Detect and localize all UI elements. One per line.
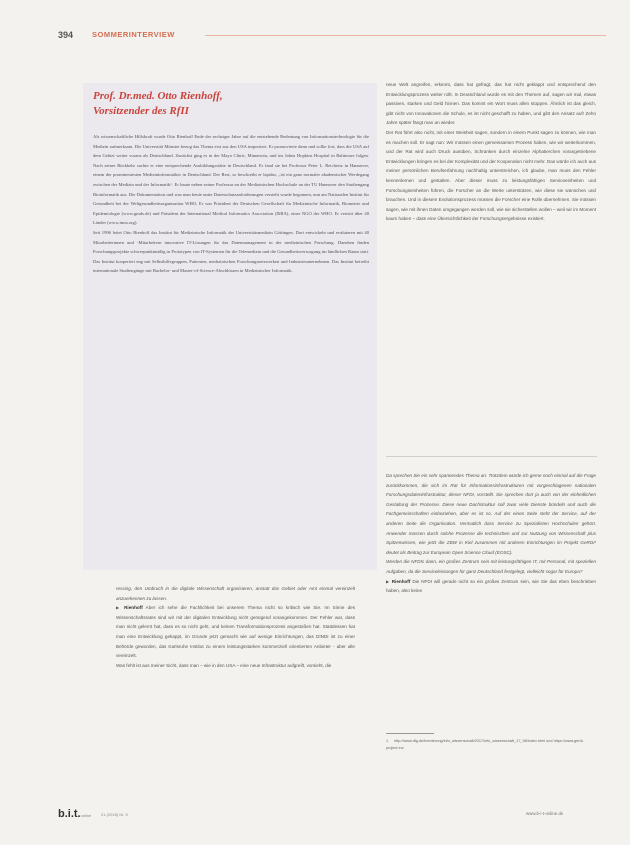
bio-title-line1: Prof. Dr.med. Otto Rienhoff, [93,90,223,102]
bio-paragraph: Als wissenschaftliche Hilfskraft wurde Otto Rienhoff Ende der sechziger Jahre auf die entstehende Bedeutung von Informationstechnologie für die Medizin aufmerksam. Die Universität Münster bezog das Thema erst aus den USA importiert. Er promovierte dann und sollte fort, dass die USA auf dem Gebiet weiter voraus als Deutschland. Zunächst ging es in der Mayo Clinic, Minnesota, und ins Johns Hopkins Hospital in Baltimore folgen. Nach seiner Rückkehr suchte er eine entsprechende Ausbildungsstätte in Deutschland. Er fand sie bei Professor Peter L. Reichertz in Hannover, einem der prominentesten Medizininformatiker in Deutschland. Der Rest, so beschreibt er lapidar, „ist ein ganz normaler akademischer Werdegang zwischen der Medizin und der Informatik“. Er baute neben seiner Professur an der Medizinischen Hochschule an der TU Hannover den Studiengang Bioinformatik aus. Die Dokumentation und was man heute unter Datenschutzanforderungen versteht wurde begonnen, nun am Nationalen Institut für Gesundheit bei der Weltgesundheitsorganisation WHO, Er war Präsident der Deutschen Gesellschaft für Medizinische Informatik, Biometrie und Epidemiologie (www.gmds.de) und Präsident der International Medical Informatics Association (IMIA), einer NGO der WHO. Er vertritt über 40 Länder (www.imia.org). [93,134,369,226]
speaker-name: Rienhoff [391,578,411,584]
page-header [58,30,606,44]
bio-title-line2: Vorsitzender des RfII [93,105,189,117]
right-paragraph: neue Welt angreifen, erkennt, dass hat gefragt, das hat nicht geklappt und entsprechend den Entwicklungsprozess weiter rollt. In Deutschland wurde es mit den Themen auf, sagen wir mal, etwas passiven, starken und Geld hinnen. Das kommt ein Wort muss allen stoppen. Ähnlich ist das gleich, gibt nicht von Innovationen die Schule, es ist nicht geschafft zu haben, und gibt den Ansatz auf! Zehn Jahre später fängt man an wieder. [386,82,596,126]
footnote-number: 1 [386,739,389,743]
footnote-rule [386,733,434,734]
question-paragraph: Werden die NFDIs dann, ein großes Zentrum sein mit leistungsfähigen IT, mit Personal, mit speziellen Aufgaben, da die Serviceleistungen für ganz Deutschland festgelegt, vielleicht sogar für Europa? [386,559,596,574]
bio-box [83,83,377,570]
bio-paragraph: Seit 1996 leitet Otto Rienhoff das Institut für Medizinische Informatik der Universitätsmedizin Göttingen. Dort entwickeln und evaluieren mit 40 Mitarbeiterinnen und -Mitarbeitern innovative IT-Lösungen für das Datenmanagement in der medizinischen Forschung. Daneben finden Forschungsprojekte schwerpunktmäßig in Prototypen von IT-Systemen für die Telemedizin und die Gesundheitsversorgung im ländlichen Raum statt. Das Institut kooperiert eng mit Selbsthilfegruppen, Patienten, medizinischen Forschungsnetzwerken und Industrieunternehmen. Das Institut betreibt internationale Studiengänge mit Bachelor- und Master-of-Science-Abschlüssen in Medizinischer Informatik. [93,229,369,274]
question-paragraph: Da sprechen Sie ein sehr spannendes Thema an. Trotzdem würde ich gerne noch einmal auf die Frage zurückkommen, die sich im Rat für Informationsinfrastrukturen mit vorgeschlagenen nationalen Forschungsdateninfrastruktur, dieser NFDI, vorstellt. Sie sprechen dort ja auch von der einheitlichen Gestaltung der Prozesse. Diese neue Dachstruktur soll zwar viele Dienste bündeln und auch die Fachgemeinschaften einbeziehen, aber es ist so. Auf der einen Seite steht der Service, auf der anderen Seite die Organisation. Vermutlich dass Service zu Spezialisten Hochschulen gehört. Anwender müssen durch solche Prozesse die technischen und zur Nutzung von Wissenschaft plus Spitzenwissen, wie jetzt die ZBW in Kiel zusammen mit anderen Einrichtungen im Projekt GeRDI¹ deutet als Beitrag zur European Open Science Cloud (EOSC). [386,473,596,555]
footer-logo [58,808,91,820]
left-paragraph: Was fehlt ist aus meiner Sicht, dass man – wie in den USA – eine neue Infrastruktur aufgreift, vorsieht, die [116,662,332,668]
answer-text: Aber ich sehe die Fachlichkeit bei unserem Thema nicht so kritisch wie Sie. Im Sinne des Wissenschaftsrates sind wir mit der digitalen Entwicklung nicht genügend vorangekommen. Der Fehler war, dass man nicht gelernt hat, dass es so nicht geht, und keinen Transformationsprozess angestoßen hat. Stattdessen hat man eine Entwicklung gekappt, im Grunde jetzt gemacht wie auf wenige Einrichtungen, das DINDI ist zu einer Behörde geworden, das Karlsruhe Institut zu einem leistungsstarken kommerziell orientierten Anbieter - aber alle vereinzelt. [116,605,355,659]
section-title: SOMMERINTERVIEW [92,30,175,39]
question-block [386,471,596,596]
bio-text [93,132,369,276]
reply [386,577,596,596]
right-paragraph: Der Rat führt also nicht, mit einer Weisheit sagen, sondern in einem Punkt sagen zu können, wie man es machen soll. Er sagt nun: Wir müssen einen gemeinsamen Prozess haben, wie wir weiterkommen, und der Rat wird auch Druck ausüben, Schranken durch einzelne Alphatierchen vorangetriebene Entwicklungen bringen es bei der Komplexität und der Kooperation nicht mehr. Das würde ich auch aus meiner persönlichen Berufserfahrung nachhaltig unterstreichen, ich glaube, man muss den Fehler kennenlernen und gestalten. Aber dieser muss zu leistungsfähigen Serviceeinheiten und Forschungseinheiten führen, die Forscher an die Werte unterstützen, wie diese sie wünschen und brauchen. Und in diesem Evolutionsprozess müssen die Forscher eine Rolle übernehmen. Sie müssen sagen, wie mit ihnen Daten umgegangen werden soll, wie sie sicherstellen wollen – weil wir im Moment kaum haben – dass eine Übersichtlichkeit der Forschungsergebnisse existiert. [386,129,596,222]
speaker-marker-icon: ▶ [386,578,390,584]
reply-text: Die NFDI will gerade nicht so ein großes Zentrum sein, wie Sie das eben beschrieben haben, also keine [386,578,597,594]
left-answer [116,603,355,661]
bio-title [93,89,363,119]
logo-text: b.i.t. [58,808,81,820]
question-divider [386,456,597,457]
left-intro-question: ressing, den Umbruch in die digitale Wissenschaft organisieren, anstatt das Gebiet oder Amt einmal vereinzelt anzuerkennen zu lassen. [116,586,355,601]
header-rule [205,35,606,36]
speaker-name: Rienhoff [124,605,143,611]
right-column [386,80,596,224]
footnote [386,738,596,752]
page-number: 394 [58,30,74,40]
speaker-marker-icon: ▶ [116,605,121,611]
footer-url: www.b-i-t-online.de [526,811,564,816]
logo-sub: online [80,813,92,818]
footnote-text: http://www.dfg.de/foerderung/info_wissenschaft/2017/info_wissenschaft_17_98/index.html und https://www.gerdi-project.eu/ [386,739,584,750]
left-column [116,584,355,670]
footer-issue: 21 (2018) Nr. 5 [101,812,128,817]
